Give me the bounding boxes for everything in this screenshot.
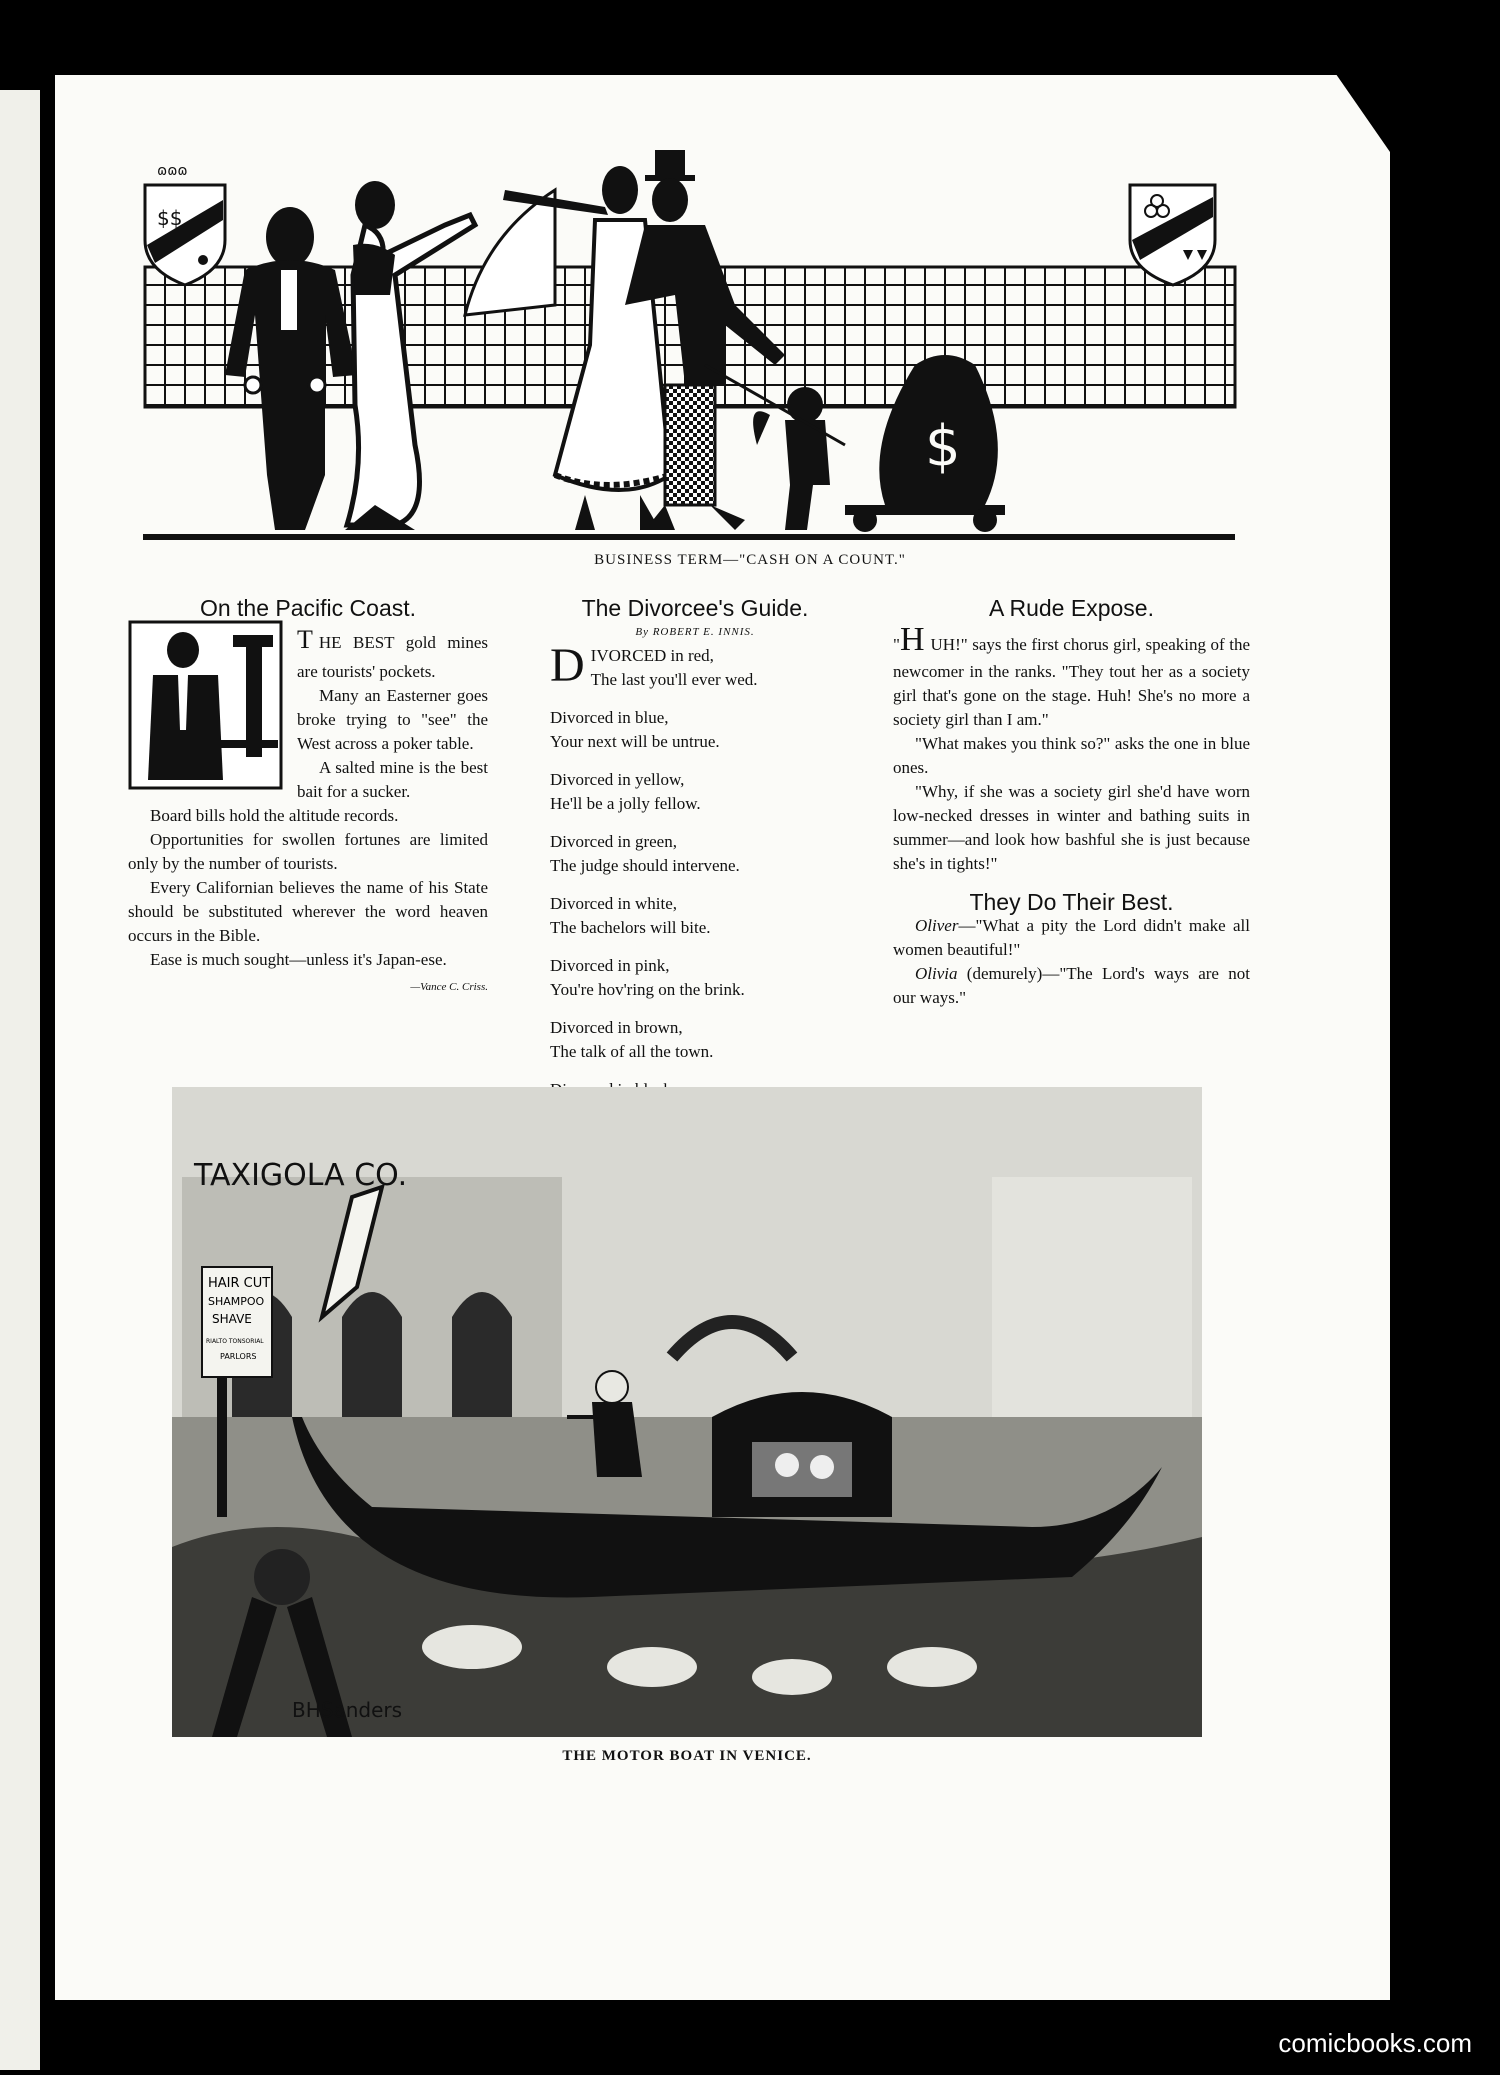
- artist-signature: BHSanders: [292, 1698, 403, 1722]
- column-divorcees-guide: [550, 596, 840, 1140]
- venice-gondola-illustration: [172, 1087, 1202, 1737]
- author-signature: —Vance C. Criss.: [410, 981, 488, 993]
- lead-text: HE BEST gold mines are tourists' pockets.: [297, 633, 488, 681]
- paragraph: Every Californian believes the name of his State should be substituted wherever the word heaven occurs in the Bible.: [128, 878, 488, 945]
- banner-illustration: [85, 145, 1255, 540]
- svg-text:SHAMPOO: SHAMPOO: [208, 1295, 265, 1308]
- poem-heading: The Divorcee's Guide.: [581, 595, 809, 621]
- svg-text:RIALTO TONSORIAL: RIALTO TONSORIAL: [206, 1338, 264, 1345]
- paragraph: Board bills hold the altitude records.: [150, 806, 399, 825]
- paragraph: "H UH!" says the first chorus girl, speaking of the newcomer in the ranks. "They tout her as a society girl that's gone on the stage. Huh! She's no more a society girl than I am.": [893, 621, 1250, 729]
- paragraph: Opportunities for swollen fortunes are limited only by the number of tourists.: [128, 830, 488, 873]
- dropcap: D: [550, 639, 585, 692]
- stanza: Divorced in white, The bachelors will bite.: [550, 894, 711, 937]
- stanza: Divorced in pink, You're hov'ring on the brink.: [550, 956, 745, 999]
- poem-byline: By ROBERT E. INNIS.: [635, 626, 755, 638]
- broke-man-silhouette: [225, 207, 357, 530]
- stanza: Divorced in yellow, He'll be a jolly fellow.: [550, 770, 701, 813]
- stanza: Divorced in green, The judge should intervene.: [550, 832, 740, 875]
- dropcap: T: [297, 625, 313, 654]
- svg-text:SHAVE: SHAVE: [212, 1312, 252, 1326]
- paragraph: Ease is much sought—unless it's Japan-ese. —Vance C. Criss.: [128, 948, 488, 972]
- paragraph: "What makes you think so?" asks the one in blue ones.: [893, 734, 1250, 777]
- article-heading-2: They Do Their Best.: [969, 889, 1174, 915]
- left-shield-icon: [145, 163, 225, 285]
- column-rude-expose: [893, 596, 1250, 1010]
- dropcap: H: [899, 621, 925, 658]
- stanza: D IVORCED in red, The last you'll ever wed.: [550, 639, 758, 692]
- article-heading: A Rude Expose.: [989, 595, 1154, 621]
- dialogue-line: Oliver—"What a pity the Lord didn't make all women beautiful!": [893, 916, 1250, 959]
- article-heading: On the Pacific Coast.: [199, 595, 417, 621]
- shop-sign: TAXIGOLA CO.: [194, 1158, 408, 1193]
- right-shield-icon: [1130, 185, 1215, 285]
- paragraph: "Why, if she was a society girl she'd have worn low-necked dresses in winter and bathing suits in summer—and look how bashful she is just because she's in tights!": [893, 782, 1250, 873]
- facing-page-edge: [0, 90, 50, 2070]
- svg-text:$$: $$: [157, 206, 183, 230]
- svg-text:$: $: [925, 414, 961, 479]
- svg-text:HAIR CUT: HAIR CUT: [208, 1276, 271, 1291]
- svg-text:ɷɷɷ: ɷɷɷ: [157, 163, 188, 179]
- svg-text:PARLORS: PARLORS: [220, 1352, 257, 1361]
- stanza: Divorced in blue, Your next will be untrue.: [550, 708, 720, 751]
- stanza: Divorced in brown, The talk of all the town.: [550, 1018, 714, 1061]
- illustration-caption: THE MOTOR BOAT IN VENICE.: [562, 1748, 812, 1764]
- lead-text-2: Many an Easterner goes broke trying to "see" the West across a poker table.: [297, 686, 488, 753]
- paragraph: A salted mine is the best bait for a sucker.: [297, 758, 488, 801]
- banner-caption: BUSINESS TERM—"CASH ON A COUNT.": [594, 552, 906, 568]
- site-watermark: comicbooks.com: [1278, 2028, 1472, 2058]
- inset-illustration: [128, 620, 283, 790]
- column-pacific-coast: [128, 596, 488, 999]
- dialogue-line: Olivia (demurely)—"The Lord's ways are not our ways.": [893, 964, 1250, 1007]
